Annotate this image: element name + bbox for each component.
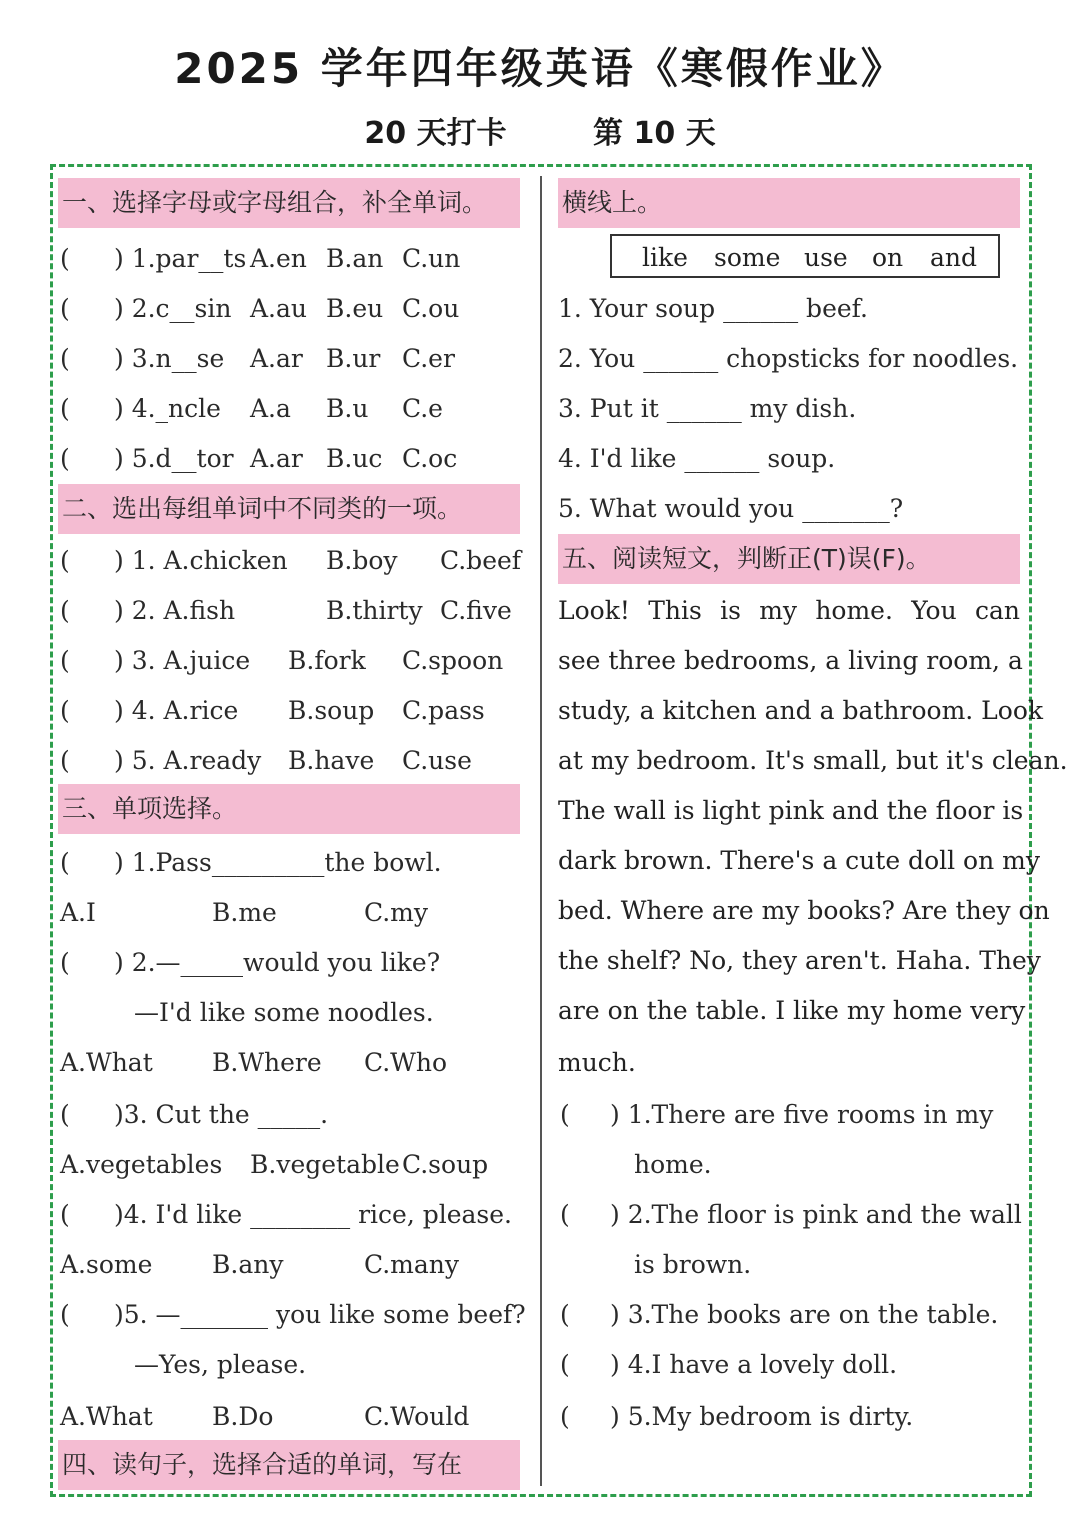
s3-q1: ( ) 1.Pass_________the bowl.	[58, 838, 520, 888]
column-divider	[540, 176, 542, 1486]
section3-heading: 三、单项选择。	[58, 784, 520, 834]
s1-item-3: ( ) 3.n__se A.ar B.ur C.er	[58, 334, 520, 384]
passage-line: Look! This is my home. You can	[558, 596, 1020, 625]
page-title: 2025 学年四年级英语《寒假作业》	[174, 44, 906, 93]
checkin-label: 20 天打卡	[364, 116, 507, 151]
s3-q4: ( )4. I'd like ________ rice, please.	[58, 1190, 520, 1240]
s4-item-5: 5. What would you _______?	[558, 494, 904, 523]
answer-blank[interactable]: (	[60, 1100, 70, 1129]
word-bank-item: some	[714, 243, 781, 272]
passage-line: study, a kitchen and a bathroom. Look	[558, 696, 1044, 725]
word-bank-item: and	[930, 243, 978, 272]
answer-blank[interactable]: (	[60, 1200, 70, 1229]
answer-blank[interactable]: (	[60, 546, 70, 575]
s1-item-1: ( ) 1.par__ts A.en B.an C.un	[58, 234, 520, 284]
s3-q2: ( ) 2.—_____would you like?	[58, 938, 520, 988]
s4-item-4: 4. I'd like ______ soup.	[558, 444, 836, 473]
section5-heading: 五、阅读短文，判断正(T)误(F)。	[558, 534, 1020, 584]
s2-item-4: ( ) 4. A.rice B.soup C.pass	[58, 686, 520, 736]
s5-item-2: ( ) 2.The floor is pink and the wall	[558, 1190, 1020, 1240]
s5-item-3: ( ) 3.The books are on the table.	[558, 1290, 1020, 1340]
s1-item-4: ( ) 4._ncle A.a B.u C.e	[58, 384, 520, 434]
s5-item-4: ( ) 4.I have a lovely doll.	[558, 1340, 1020, 1390]
s3-q5-options: A.What B.Do C.Would	[60, 1402, 470, 1431]
s2-item-2: ( ) 2. A.fish B.thirty C.five	[58, 586, 520, 636]
answer-blank[interactable]: (	[60, 444, 70, 473]
answer-blank[interactable]: (	[560, 1200, 570, 1229]
section2-heading: 二、选出每组单词中不同类的一项。	[58, 484, 520, 534]
answer-blank[interactable]: (	[60, 596, 70, 625]
s5-item-1: ( ) 1.There are five rooms in my	[558, 1090, 1020, 1140]
word-bank-item: use	[804, 243, 848, 272]
s4-item-3: 3. Put it ______ my dish.	[558, 394, 857, 423]
answer-blank[interactable]: (	[60, 294, 70, 323]
section1-heading: 一、选择字母或字母组合，补全单词。	[58, 178, 520, 228]
answer-blank[interactable]: (	[560, 1402, 570, 1431]
s1-item-2: ( ) 2.c__sin A.au B.eu C.ou	[58, 284, 520, 334]
s2-item-5: ( ) 5. A.ready B.have C.use	[58, 736, 520, 786]
passage-line: the shelf? No, they aren't. Haha. They	[558, 946, 1041, 975]
answer-blank[interactable]: (	[60, 1300, 70, 1329]
section4-heading: 四、读句子，选择合适的单词，写在	[58, 1440, 520, 1490]
passage-line: see three bedrooms, a living room, a	[558, 646, 1023, 675]
passage-line: much.	[558, 1048, 636, 1077]
answer-blank[interactable]: (	[60, 344, 70, 373]
day-label: 第 10 天	[593, 116, 716, 151]
answer-blank[interactable]: (	[560, 1350, 570, 1379]
page-subtitle	[0, 108, 1080, 152]
s3-q2-reply: —I'd like some noodles.	[134, 998, 434, 1027]
word-bank	[610, 234, 1000, 278]
answer-blank[interactable]: (	[60, 848, 70, 877]
s3-q1-options: A.I B.me C.my	[60, 898, 429, 927]
answer-blank[interactable]: (	[60, 948, 70, 977]
word-bank-item: on	[872, 243, 904, 272]
s3-q5-reply: —Yes, please.	[134, 1350, 307, 1379]
s3-q2-options: A.What B.Where C.Who	[60, 1048, 448, 1077]
s4-item-2: 2. You ______ chopsticks for noodles.	[558, 344, 1019, 373]
answer-blank[interactable]: (	[560, 1300, 570, 1329]
section4-heading-cont: 横线上。	[558, 178, 1020, 228]
answer-blank[interactable]: (	[60, 394, 70, 423]
word-bank-item: like	[642, 243, 688, 272]
s1-item-5: ( ) 5.d__tor A.ar B.uc C.oc	[58, 434, 520, 484]
s3-q4-options: A.some B.any C.many	[60, 1250, 460, 1279]
answer-blank[interactable]: (	[60, 746, 70, 775]
s5-item-2-cont: is brown.	[634, 1250, 752, 1279]
s3-q3-options: A.vegetables B.vegetable C.soup	[60, 1150, 489, 1179]
answer-blank[interactable]: (	[60, 244, 70, 273]
s5-item-1-cont: home.	[634, 1150, 712, 1179]
s2-item-3: ( ) 3. A.juice B.fork C.spoon	[58, 636, 520, 686]
passage-line: are on the table. I like my home very	[558, 996, 1026, 1025]
s4-item-1: 1. Your soup ______ beef.	[558, 294, 868, 323]
passage-line: The wall is light pink and the floor is	[558, 796, 1024, 825]
answer-blank[interactable]: (	[60, 646, 70, 675]
s3-q5: ( )5. —_______ you like some beef?	[58, 1290, 520, 1340]
s5-item-5: ( ) 5.My bedroom is dirty.	[558, 1392, 1020, 1442]
passage-line: at my bedroom. It's small, but it's clean.	[558, 746, 1068, 775]
passage-line: dark brown. There's a cute doll on my	[558, 846, 1040, 875]
passage-line: bed. Where are my books? Are they on	[558, 896, 1050, 925]
s2-item-1: ( ) 1. A.chicken B.boy C.beef	[58, 536, 520, 586]
answer-blank[interactable]: (	[60, 696, 70, 725]
s3-q3: ( )3. Cut the _____.	[58, 1090, 520, 1140]
answer-blank[interactable]: (	[560, 1100, 570, 1129]
